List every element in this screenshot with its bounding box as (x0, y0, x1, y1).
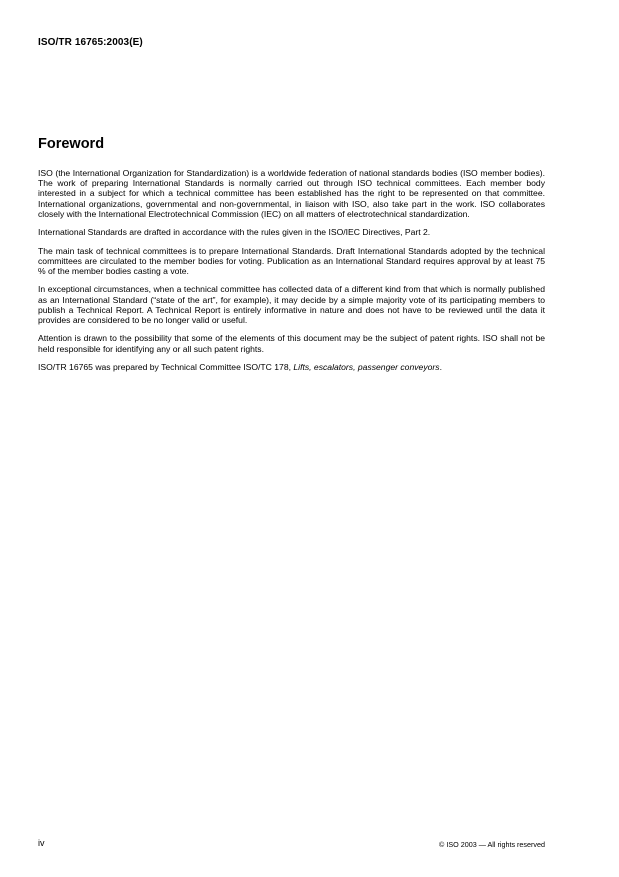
paragraph-committee-task: The main task of technical committees is to prepare International Standards. Draft International Standards adopted by the technical committees are circulated to the member bodies for voting. Publication as an International Standard requires approval by at least 75 % of the member bodies casting a vote. (38, 245, 545, 276)
paragraph-patent-rights: Attention is drawn to the possibility that some of the elements of this document may be the subject of patent rights. ISO shall not be held responsible for identifying any or all such patent rights. (38, 333, 545, 354)
foreword-body (38, 168, 545, 380)
page-number: iv (38, 838, 45, 848)
copyright-notice: © ISO 2003 — All rights reserved (439, 840, 545, 849)
document-id-header: ISO/TR 16765:2003(E) (38, 37, 143, 48)
paragraph-prepared-by (38, 362, 545, 372)
paragraph-technical-report: In exceptional circumstances, when a technical committee has collected data of a different kind from that which is normally published as an International Standard (“state of the art”, for example), it may decide by a simple majority vote of its participating members to publish a Technical Report. A Technical Report is entirely informative in nature and does not have to be reviewed until the data it provides are considered to be no longer valid or useful. (38, 284, 545, 325)
page-title: Foreword (38, 136, 105, 152)
paragraph-drafting-rules: International Standards are drafted in accordance with the rules given in the ISO/IEC Directives, Part 2. (38, 227, 431, 238)
paragraph-iso-federation: ISO (the International Organization for Standardization) is a worldwide federation of national standards bodies (ISO member bodies). The work of preparing International Standards is normally carried out through ISO technical committees. Each member body interested in a subject for which a technical committee has been established has the right to be represented on that committee. International organizations, governmental and non-governmental, in liaison with ISO, also take part in the work. ISO collaborates closely with the International Electrotechnical Commission (IEC) on all matters of electrotechnical standardization. (38, 168, 545, 219)
prepared-by-suffix: . (439, 361, 442, 372)
prepared-by-prefix: ISO/TR 16765 was prepared by Technical Committee ISO/TC 178, (38, 361, 294, 372)
committee-title: Lifts, escalators, passenger conveyors (293, 361, 440, 372)
